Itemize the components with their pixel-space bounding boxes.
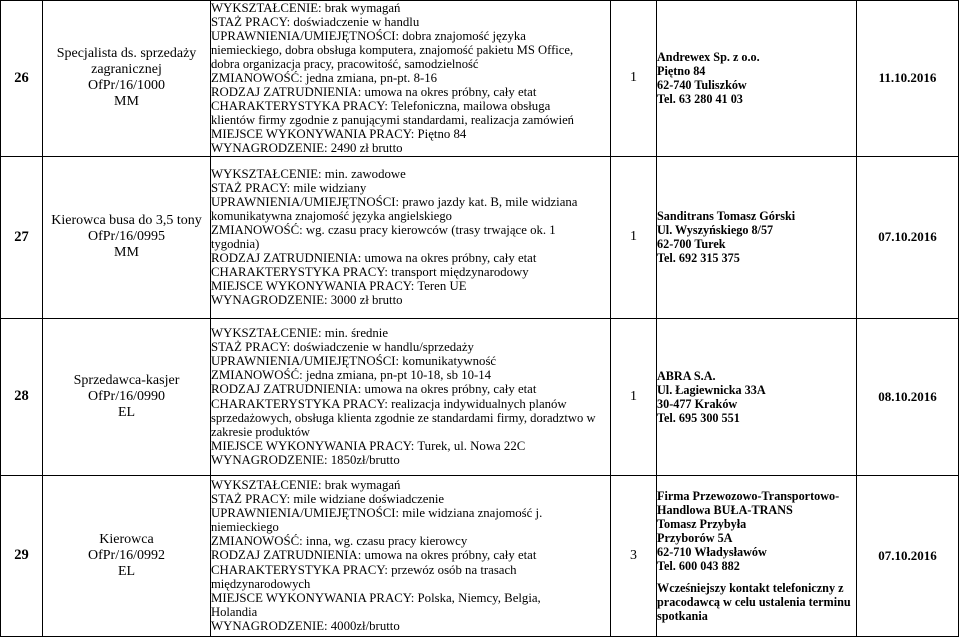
employer-note-line: Wcześniejszy kontakt telefoniczny z <box>657 580 844 595</box>
employer-line: Przyborów 5A <box>657 530 733 545</box>
employer-line: Tomasz Przybyła <box>657 516 747 531</box>
position-line: Kierowca <box>99 531 154 547</box>
detail-line: RODZAJ ZATRUDNIENIA: umowa na okres próbny, cały etat <box>211 382 537 397</box>
position-line: MM <box>114 94 139 110</box>
offer-date: 07.10.2016 <box>857 156 959 318</box>
detail-line: MIEJSCE WYKONYWANIA PRACY: Turek, ul. Nowa 22C <box>211 438 526 453</box>
detail-line: międzynarodowych <box>211 576 311 591</box>
table-row <box>1 156 959 318</box>
employer-note-spacer <box>657 573 856 581</box>
position-line: MM <box>114 245 139 261</box>
table-row <box>1 475 959 636</box>
detail-line: CHARAKTERYSTYKA PRACY: przewóz osób na trasach <box>211 562 517 577</box>
offer-date: 11.10.2016 <box>857 1 959 157</box>
employer-line: Sanditrans Tomasz Górski <box>657 209 796 224</box>
detail-line: RODZAJ ZATRUDNIENIA: umowa na okres próbny, cały etat <box>211 251 537 266</box>
employer-line: Tel. 695 300 551 <box>657 410 740 425</box>
row-number: 27 <box>1 156 43 318</box>
employer-cell <box>657 1 857 157</box>
employer-line: 62-740 Tuliszków <box>657 78 747 93</box>
employer-note-line: spotkania <box>657 608 708 623</box>
offer-date: 07.10.2016 <box>857 475 959 636</box>
employer-line: 62-710 Władysławów <box>657 544 767 559</box>
job-details-cell <box>211 318 611 475</box>
detail-line: tygodnia) <box>211 237 260 252</box>
position-line: OfPr/16/0995 <box>88 229 165 245</box>
detail-line: CHARAKTERYSTYKA PRACY: Telefoniczna, mailowa obsługa <box>211 99 551 114</box>
position-line: Kierowca busa do 3,5 tony <box>51 213 202 229</box>
detail-line: RODZAJ ZATRUDNIENIA: umowa na okres próbny, cały etat <box>211 85 537 100</box>
vacancy-count: 1 <box>611 156 657 318</box>
employer-line: Ul. Wyszyńskiego 8/57 <box>657 223 774 238</box>
detail-line: WYKSZTAŁCENIE: brak wymagań <box>211 1 401 15</box>
detail-line: MIEJSCE WYKONYWANIA PRACY: Piętno 84 <box>211 127 467 142</box>
job-details-cell <box>211 1 611 157</box>
detail-line: ZMIANOWOŚĆ: inna, wg. czasu pracy kierowcy <box>211 534 468 549</box>
detail-line: STAŻ PRACY: doświadczenie w handlu/sprzedaży <box>211 340 474 355</box>
detail-line: ZMIANOWOŚĆ: jedna zmiana, pn-pt. 8-16 <box>211 71 438 86</box>
position-line: EL <box>117 563 136 579</box>
employer-cell <box>657 318 857 475</box>
employer-line: Handlowa BUŁA-TRANS <box>657 502 793 517</box>
position-line: OfPr/16/0992 <box>88 547 165 563</box>
vacancy-count: 1 <box>611 318 657 475</box>
vacancy-count: 3 <box>611 475 657 636</box>
detail-line: dobra organizacja pracy, pracowitość, samodzielność <box>211 57 479 72</box>
detail-line: STAŻ PRACY: mile widziane doświadczenie <box>211 492 445 507</box>
employer-line: Tel. 692 315 375 <box>657 251 740 266</box>
job-details-cell <box>211 156 611 318</box>
employer-line: 30-477 Kraków <box>657 396 738 411</box>
offer-date: 08.10.2016 <box>857 318 959 475</box>
employer-line: Tel. 63 280 41 03 <box>657 92 743 107</box>
detail-line: CHARAKTERYSTYKA PRACY: realizacja indywidualnych planów <box>211 396 567 411</box>
detail-line: WYNAGRODZENIE: 4000zł/brutto <box>211 618 400 633</box>
employer-line: Piętno 84 <box>657 64 706 79</box>
employer-line: Andrewex Sp. z o.o. <box>657 50 760 65</box>
detail-line: komunikatywna znajomość języka angielskiego <box>211 208 452 223</box>
detail-line: sprzedażowych, obsługa klienta zgodnie ze standardami firmy, doradztwo w <box>211 410 596 425</box>
detail-line: Holandia <box>211 604 258 619</box>
position-line: zagranicznej <box>91 62 162 78</box>
table-row <box>1 318 959 475</box>
position-cell <box>43 156 211 318</box>
employer-line: Ul. Łagiewnicka 33A <box>657 382 766 397</box>
detail-line: niemieckiego, dobra obsługa komputera, znajomość pakietu MS Office, <box>211 43 574 58</box>
detail-line: CHARAKTERYSTYKA PRACY: transport międzynarodowy <box>211 265 529 280</box>
detail-line: MIEJSCE WYKONYWANIA PRACY: Polska, Niemcy, Belgia, <box>211 590 541 605</box>
position-cell <box>43 475 211 636</box>
position-cell <box>43 1 211 157</box>
vacancy-count: 1 <box>611 1 657 157</box>
detail-line: WYKSZTAŁCENIE: min. średnie <box>211 326 389 341</box>
detail-line: WYNAGRODZENIE: 1850zł/brutto <box>211 452 400 467</box>
detail-line: UPRAWNIENIA/UMIEJĘTNOŚCI: komunikatywność <box>211 354 497 369</box>
detail-line: RODZAJ ZATRUDNIENIA: umowa na okres próbny, cały etat <box>211 548 537 563</box>
detail-line: MIEJSCE WYKONYWANIA PRACY: Teren UE <box>211 279 467 294</box>
position-line: Specjalista ds. sprzedaży <box>56 46 197 62</box>
detail-line: WYNAGRODZENIE: 3000 zł brutto <box>211 293 403 308</box>
detail-line: zakresie produktów <box>211 424 310 439</box>
detail-line: WYKSZTAŁCENIE: brak wymagań <box>211 478 401 493</box>
position-line: Sprzedawca-kasjer <box>73 372 180 388</box>
position-line: OfPr/16/1000 <box>88 78 165 94</box>
job-details-cell <box>211 475 611 636</box>
employer-cell <box>657 156 857 318</box>
row-number: 26 <box>1 1 43 157</box>
position-cell <box>43 318 211 475</box>
detail-line: STAŻ PRACY: mile widziany <box>211 180 367 195</box>
row-number: 28 <box>1 318 43 475</box>
detail-line: klientów firmy zgodnie z panującymi standardami, realizacja zamówień <box>211 113 574 128</box>
detail-line: ZMIANOWOŚĆ: jedna zmiana, pn-pt 10-18, sb 10-14 <box>211 368 492 383</box>
employer-line: Tel. 600 043 882 <box>657 558 740 573</box>
position-line: EL <box>117 404 136 420</box>
position-line: OfPr/16/0990 <box>88 388 165 404</box>
detail-line: UPRAWNIENIA/UMIEJĘTNOŚCI: mile widziana znajomość j. <box>211 506 543 521</box>
detail-line: ZMIANOWOŚĆ: wg. czasu pracy kierowców (trasy trwające ok. 1 <box>211 222 556 237</box>
detail-line: UPRAWNIENIA/UMIEJĘTNOŚCI: prawo jazdy kat. B, mile widziana <box>211 194 578 209</box>
employer-line: ABRA S.A. <box>657 368 716 383</box>
detail-line: UPRAWNIENIA/UMIEJĘTNOŚCI: dobra znajomość języka <box>211 29 526 44</box>
employer-line: Firma Przewozowo-Transportowo- <box>657 488 840 503</box>
employer-note-line: pracodawcą w celu ustalenia terminu <box>657 594 851 609</box>
detail-line: WYKSZTAŁCENIE: min. zawodowe <box>211 166 406 181</box>
detail-line: niemieckiego <box>211 520 279 535</box>
employer-cell <box>657 475 857 636</box>
table-row <box>1 1 959 157</box>
employer-line: 62-700 Turek <box>657 237 726 252</box>
row-number: 29 <box>1 475 43 636</box>
detail-line: WYNAGRODZENIE: 2490 zł brutto <box>211 141 403 156</box>
detail-line: STAŻ PRACY: doświadczenie w handlu <box>211 15 420 30</box>
